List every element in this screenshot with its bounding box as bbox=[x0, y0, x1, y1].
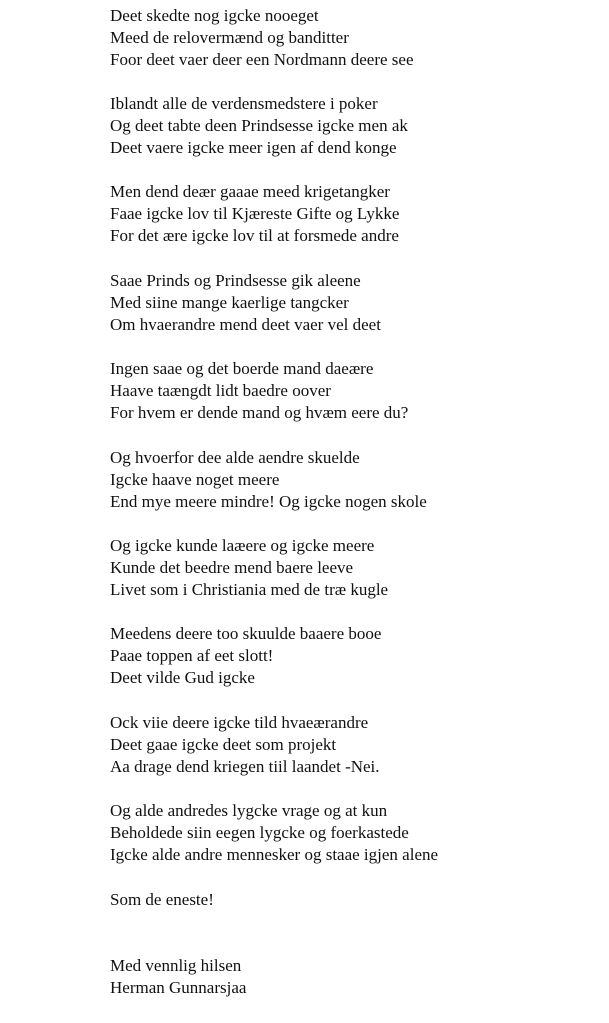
poem-line: End mye meere mindre! Og igcke nogen skole bbox=[110, 492, 427, 511]
poem-line: Meed de relovermænd og banditter bbox=[110, 28, 349, 47]
poem-line: Ingen saae og det boerde mand daeære bbox=[110, 359, 374, 378]
poem-line: Kunde det beedre mend baere leeve bbox=[110, 558, 354, 577]
poem-line: Og igcke kunde laæere og igcke meere bbox=[110, 536, 375, 555]
poem-line: Igcke alde andre mennesker og staae igjen alene bbox=[110, 845, 439, 864]
poem-line: Foor deet vaer deer een Nordmann deere see bbox=[110, 50, 414, 69]
poem-line: Deet vilde Gud igcke bbox=[110, 668, 255, 687]
poem-line: Og alde andredes lygcke vrage og at kun bbox=[110, 801, 388, 820]
poem-line: Beholdede siin eegen lygcke og foerkastede bbox=[110, 823, 409, 842]
poem-line: Deet gaae igcke deet som projekt bbox=[110, 735, 337, 754]
poem-line: Faae igcke lov til Kjæreste Gifte og Lykke bbox=[110, 204, 400, 223]
poem-line: For det ære igcke lov til at forsmede andre bbox=[110, 226, 399, 245]
poem-line: Meedens deere too skuulde baaere booe bbox=[110, 624, 382, 643]
poem-line: Saae Prinds og Prindsesse gik aleene bbox=[110, 271, 361, 290]
poem-line: Ock viie deere igcke tild hvaeærandre bbox=[110, 713, 369, 732]
poem-line: Og hvoerfor dee alde aendre skuelde bbox=[110, 448, 360, 467]
poem-line: Med siine mange kaerlige tangcker bbox=[110, 293, 349, 312]
poem-line: Men dend deær gaaae meed krigetangker bbox=[110, 182, 390, 201]
poem-line: Og deet tabte deen Prindsesse igcke men ak bbox=[110, 116, 408, 135]
closing-line: Med vennlig hilsen bbox=[110, 956, 242, 975]
poem-line: Deet vaere igcke meer igen af dend konge bbox=[110, 138, 397, 157]
poem-line: Livet som i Christiania med de træ kugle bbox=[110, 580, 389, 599]
poem-line: For hvem er dende mand og hvæm eere du? bbox=[110, 403, 409, 422]
signature-name: Herman Gunnarsjaa bbox=[110, 978, 247, 997]
poem-line: Paae toppen af eet slott! bbox=[110, 646, 274, 665]
poem-line: Om hvaerandre mend deet vaer vel deet bbox=[110, 315, 381, 334]
poem-line: Igcke haave noget meere bbox=[110, 470, 280, 489]
poem-line: Haave taængdt lidt baedre oover bbox=[110, 381, 331, 400]
poem-line: Aa drage dend kriegen tiil laandet -Nei. bbox=[110, 757, 380, 776]
poem-line: Iblandt alle de verdensmedstere i poker bbox=[110, 94, 378, 113]
poem-line: Som de eneste! bbox=[110, 890, 214, 909]
poem-line: Deet skedte nog igcke nooeget bbox=[110, 6, 319, 25]
